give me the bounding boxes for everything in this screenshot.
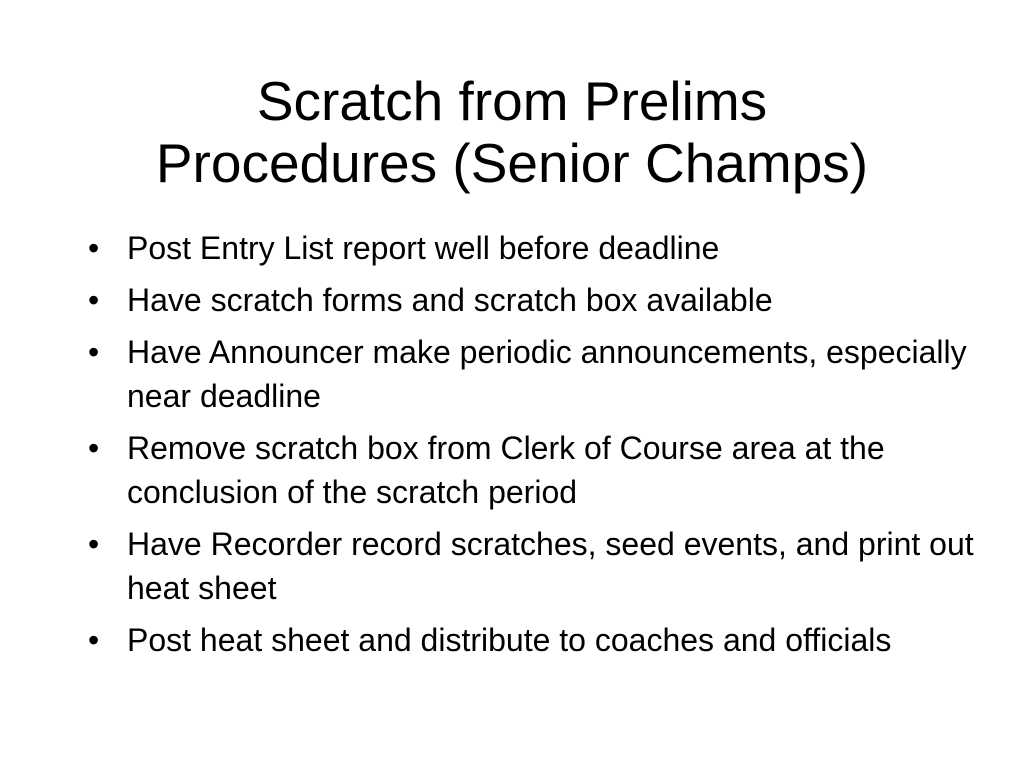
- bullet-text: Have Announcer make periodic announcements, especially near deadline: [127, 334, 967, 414]
- bullet-item: [82, 330, 982, 418]
- bullet-text: Have Recorder record scratches, seed events, and print out heat sheet: [127, 526, 974, 606]
- bullet-icon: •: [88, 430, 100, 466]
- slide-title: [0, 70, 1024, 194]
- bullet-item: [82, 426, 982, 514]
- bullet-icon: •: [88, 526, 100, 562]
- bullet-text: Remove scratch box from Clerk of Course area at the conclusion of the scratch period: [127, 430, 885, 510]
- slide-title-line-1: Scratch from Prelims: [256, 70, 768, 132]
- bullet-list: [82, 226, 982, 670]
- bullet-item: [82, 618, 982, 662]
- bullet-item: [82, 522, 982, 610]
- bullet-icon: •: [88, 334, 100, 370]
- bullet-text: Post Entry List report well before deadline: [127, 230, 720, 266]
- slide-title-line-2: Procedures (Senior Champs): [155, 132, 869, 194]
- bullet-item: [82, 226, 982, 270]
- bullet-item: [82, 278, 982, 322]
- bullet-text: Have scratch forms and scratch box available: [127, 282, 773, 318]
- bullet-icon: •: [88, 622, 100, 658]
- bullet-text: Post heat sheet and distribute to coaches and officials: [127, 622, 892, 658]
- bullet-icon: •: [88, 230, 100, 266]
- bullet-icon: •: [88, 282, 100, 318]
